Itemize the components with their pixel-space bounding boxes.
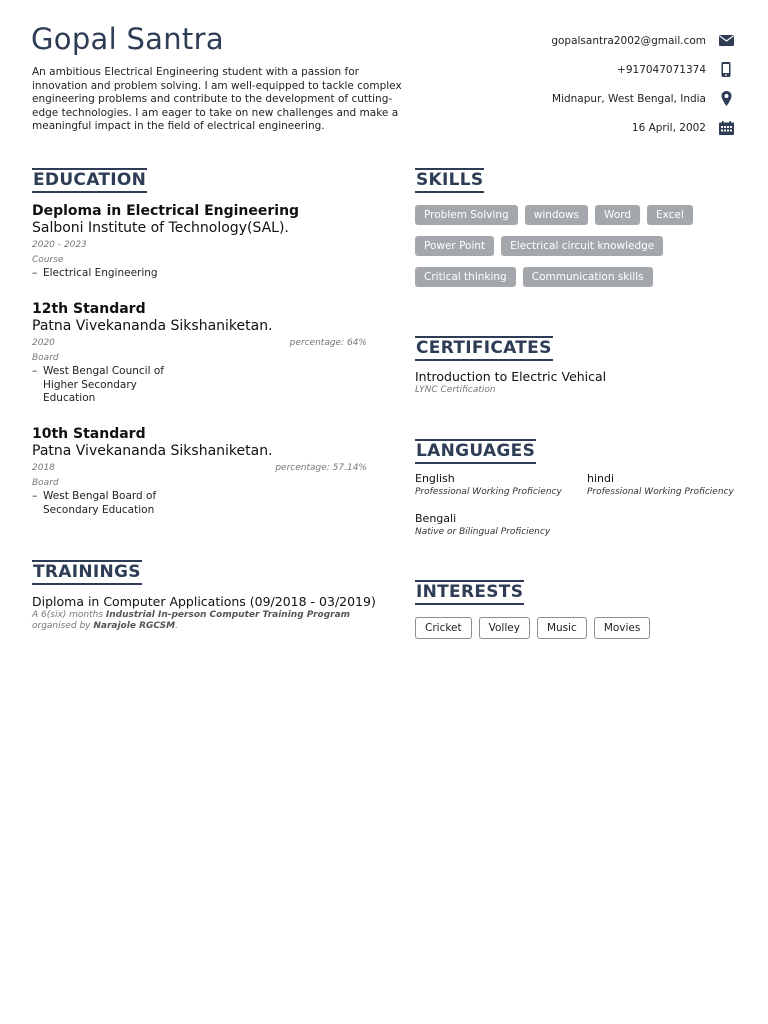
certificate-issuer: LYNC Certification xyxy=(415,385,496,395)
education-course-text: West Bengal Council of Higher Secondary Education xyxy=(43,365,164,404)
education-item xyxy=(32,301,367,406)
education-degree: 10th Standard xyxy=(32,426,146,442)
training-item xyxy=(32,594,392,632)
location-text: Midnapur, West Bengal, India xyxy=(552,92,706,105)
education-school: Patna Vivekananda Sikshaniketan. xyxy=(32,443,273,459)
interests-list xyxy=(415,617,657,639)
education-dates: 2020 xyxy=(32,338,55,348)
dash-bullet: – xyxy=(32,267,38,279)
contact-location-row xyxy=(474,84,734,113)
education-course xyxy=(32,267,367,281)
education-course-label: Board xyxy=(32,353,59,363)
skill-tag: Excel xyxy=(647,205,693,225)
skill-tag: Critical thinking xyxy=(415,267,516,287)
email-text[interactable]: gopalsantra2002@gmail.com xyxy=(551,34,706,47)
education-dates: 2020 - 2023 xyxy=(32,240,87,250)
education-heading: EDUCATION xyxy=(32,168,147,193)
skills-list xyxy=(415,205,745,298)
education-dates: 2018 xyxy=(32,463,55,473)
dash-bullet: – xyxy=(32,365,38,377)
contact-phone-row xyxy=(474,55,734,84)
skills-heading: SKILLS xyxy=(415,168,484,193)
location-pin-icon xyxy=(718,91,734,107)
training-title: Diploma in Computer Applications (09/2018 - 03/2019) xyxy=(32,594,376,609)
phone-text: +917047071374 xyxy=(617,63,706,76)
candidate-name: Gopal Santra xyxy=(31,22,224,56)
skill-tag: Word xyxy=(595,205,640,225)
education-percentage: percentage: 64% xyxy=(289,338,367,348)
education-degree: Deploma in Electrical Engineering xyxy=(32,203,300,219)
language-name: Bengali xyxy=(415,512,457,525)
contact-birthdate-row xyxy=(474,113,734,142)
dash-bullet: – xyxy=(32,490,38,502)
training-suffix: . xyxy=(175,621,178,631)
interest-tag: Movies xyxy=(594,617,651,639)
education-school: Salboni Institute of Technology(SAL). xyxy=(32,220,289,236)
language-item xyxy=(415,512,575,539)
language-name: English xyxy=(415,472,455,485)
training-organised-by: organised by xyxy=(32,621,91,631)
certificate-item xyxy=(415,369,606,396)
education-meta xyxy=(32,461,367,476)
interests-heading: INTERESTS xyxy=(415,580,524,605)
language-level: Professional Working Proficiency xyxy=(415,487,562,497)
envelope-icon xyxy=(718,33,734,49)
education-course xyxy=(32,365,367,406)
training-description xyxy=(32,610,392,632)
education-school: Patna Vivekananda Sikshaniketan. xyxy=(32,318,273,334)
language-item xyxy=(415,472,575,499)
certificate-title: Introduction to Electric Vehical xyxy=(415,369,607,384)
language-level: Native or Bilingual Proficiency xyxy=(415,527,551,537)
certificates-heading: CERTIFICATES xyxy=(415,336,553,361)
contact-info xyxy=(474,26,734,142)
education-meta xyxy=(32,238,367,253)
calendar-icon xyxy=(718,120,734,136)
skill-tag: Electrical circuit knowledge xyxy=(501,236,663,256)
trainings-heading: TRAININGS xyxy=(32,560,142,585)
skill-tag: Power Point xyxy=(415,236,494,256)
training-duration: A 6(six) months xyxy=(32,610,104,620)
interest-tag: Music xyxy=(537,617,587,639)
education-course-text: West Bengal Board of Secondary Education xyxy=(43,490,157,516)
skill-tag: Communication skills xyxy=(523,267,653,287)
skill-tag: Problem Solving xyxy=(415,205,518,225)
languages-heading: LANGUAGES xyxy=(415,439,536,464)
language-name: hindi xyxy=(587,472,615,485)
education-meta xyxy=(32,336,367,351)
education-course-text: Electrical Engineering xyxy=(43,267,158,279)
training-organiser: Narajole RGCSM xyxy=(93,621,176,631)
profile-summary: An ambitious Electrical Engineering student with a passion for innovation and problem solving. I am well-equipped to tackle complex engineering problems and contribute to the development of cutting-edge technologies. I am eager to take on new challenges and make a meaningful impact in the field of electrical engineering. xyxy=(32,66,402,132)
education-percentage: percentage: 57.14% xyxy=(275,463,367,473)
interest-tag: Volley xyxy=(479,617,530,639)
education-course xyxy=(32,490,367,517)
education-degree: 12th Standard xyxy=(32,301,146,317)
birthdate-text: 16 April, 2002 xyxy=(631,121,706,134)
education-item xyxy=(32,426,367,517)
language-item xyxy=(587,472,747,499)
education-item xyxy=(32,203,367,281)
education-course-label: Board xyxy=(32,478,59,488)
skill-tag: windows xyxy=(525,205,588,225)
education-course-label: Course xyxy=(32,255,64,265)
interest-tag: Cricket xyxy=(415,617,472,639)
contact-email-row xyxy=(474,26,734,55)
training-program: Industrial In-person Computer Training Program xyxy=(105,610,351,620)
language-level: Professional Working Proficiency xyxy=(587,487,734,497)
mobile-phone-icon xyxy=(718,62,734,78)
